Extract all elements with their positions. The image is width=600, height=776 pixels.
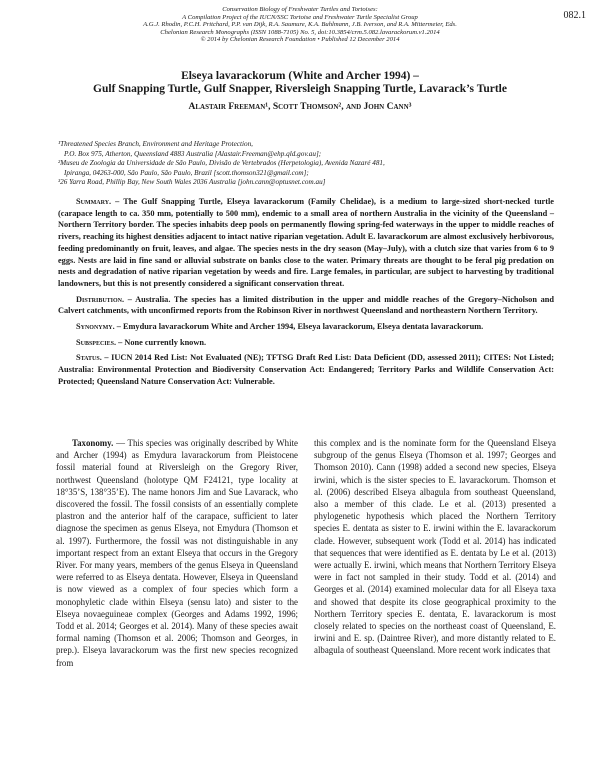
title-block bbox=[40, 70, 560, 112]
summary-label: Summary. bbox=[76, 197, 112, 206]
left-column bbox=[56, 437, 298, 669]
affiliation-line: P.O. Box 975, Atherton, Queensland 4883 Australia [Alastair.Freeman@ehp.qld.gov.au]; bbox=[64, 149, 322, 158]
synonymy-label: Synonymy. bbox=[76, 322, 115, 332]
status-paragraph bbox=[58, 352, 554, 387]
taxonomy-paragraph bbox=[56, 437, 298, 669]
page-number: 082.1 bbox=[563, 10, 586, 21]
affiliation-line: ¹Threatened Species Branch, Environment and Heritage Protection, bbox=[58, 140, 253, 148]
taxonomy-continued-paragraph: this complex and is the nominate form for the Queensland Elseya subgroup of the genus Elseya (Thomson et al. 1997; Georges and Thomson 2010). Cann (1998) added a second new species, Elseya irwini, which is the sister species to E. lavarackorum. Thomson et al. (2006) described Elseya albagula from southeast Queensland, also a member of this clade. Le et al. (2013) presented a phylogenetic hypothesis which placed the Northern Territory species E. dentata as sister to E. irwini within the E. lavarackorum clade. However, subsequent work (Todd et al. 2014) has indicated that sequences that were identified as E. dentata by Le et al. (2013) were actually E. irwini, which means that Northern Territory Elseya were in fact not sampled in their study. Todd et al. (2014) and Georges et al. (2014) examined molecular data for all Elseya taxa and showed that despite its close geographical proximity to the Northern Territory species E. dentata, E. lavarackorum is most closely related to species on the northeast coast of Queensland, E. irwini and E. sp. (Daintree River), and more distantly related to E. albagula of southeast Queensland. More recent work indicates that bbox=[314, 438, 556, 656]
distribution-label: Distribution. bbox=[76, 294, 125, 304]
affiliations bbox=[58, 140, 560, 188]
taxonomy-label: Taxonomy. bbox=[72, 438, 114, 448]
affiliation-line: ²Museu de Zoologia da Universidade de São Paulo, Divisão de Vertebrados (Herpetologia), Avenida Nazaré 481, bbox=[58, 159, 385, 168]
status-label: Status. bbox=[76, 353, 102, 363]
synonymy-text: – Emydura lavarackorum White and Archer 1994, Elseya lavarackorum, Elseya dentata lavarackorum. bbox=[114, 322, 484, 332]
subspecies-paragraph bbox=[58, 337, 554, 349]
right-column bbox=[314, 437, 556, 669]
affiliation-line: ³26 Yarra Road, Phillip Bay, New South Wales 2036 Australia [john.cann@optusnet.com.au] bbox=[58, 178, 326, 187]
status-text: – IUCN 2014 Red List: Not Evaluated (NE); TFTSG Draft Red List: Data Deficient (DD, assessed 2011); CITES: Not Listed; Australia: Environmental Protection and Biodiversity Conservation Act: Endangered; Territory Parks and Wildlife Conservation Act: Protected; Queensland Nature Conservation Act: Vulnerable. bbox=[58, 353, 554, 386]
header-line: A.G.J. Rhodin, P.C.H. Pritchard, P.P. van Dijk, R.A. Saumure, K.A. Buhlmann, J.B. Iverson, and R.A. Mittermeier, Eds. bbox=[143, 21, 457, 29]
affiliation-line: Ipiranga, 04263-000, São Paulo, São Paulo, Brazil [scott.thomson321@gmail.com]; bbox=[64, 168, 309, 177]
synonymy-paragraph bbox=[58, 321, 554, 333]
journal-header bbox=[0, 6, 600, 44]
header-line: A Compilation Project of the IUCN/SSC Tortoise and Freshwater Turtle Specialist Group bbox=[182, 13, 418, 21]
article-title-line2: Gulf Snapping Turtle, Gulf Snapper, Riversleigh Snapping Turtle, Lavarack’s Turtle bbox=[93, 83, 507, 95]
abstract bbox=[58, 196, 554, 392]
body-text bbox=[56, 437, 556, 669]
summary-text: – The Gulf Snapping Turtle, Elseya lavarackorum (Family Chelidae), is a medium to large-sized short-necked turtle (carapace length to ca. 350 mm, potentially to 500 mm), endemic to a small area of northern Australia in the vicinity of the Queensland – Northern Territory border. The species inhabits deep pools on permanently flowing spring-fed waterways in the upper to middle reaches of rivers, reaching its highest densities adjacent to intact native riparian vegetation. Adult E. lavarackorum are almost exclusively herbivorous, feeding predominantly on fruit, leaves, and algae. The species nests in the dry season (May–July), with a clutch size that varies from 6 to 9 eggs. Nests are laid in fine sand or alluvial substrate on banks close to the water. Primary threats are thought to be feral pig predation on nests and degradation of native riparian vegetation by weeds and fire. Large females, in particular, are subject to harvesting by traditional landowners, but this is not presently considered a significant conservation threat. bbox=[58, 197, 554, 288]
subspecies-label: Subspecies. bbox=[76, 337, 117, 347]
distribution-paragraph bbox=[58, 294, 554, 317]
taxonomy-text: — This species was originally described by White and Archer (1994) as Emydura lavarackorum from Pleistocene fossil material found at Riversleigh on the Gregory River, northwest Queensland (holotype QM F24121, type locality at 18°35’S, 138°35’E). The name honors Jim and Sue Lavarack, who discovered the fossil. The fossil consists of an essentially complete plastron and the anterior half of the carapace, sufficient to later diagnose the specimen as genus Elseya, not Emydura (Thomson et al. 1997). Furthermore, the fossil was not distinguishable in any important respect from an extant Elseya that occurs in the Gregory River. For many years, members of the genus Elseya in Queensland were referred to as Elseya dentata. However, Elseya in Queensland is now viewed as a complex of four species which form a monophyletic clade within Elseya (sensu lato) and sister to the Elseya novaeguineae complex (Georges and Adams 1992, 1996; Todd et al. 2014; Georges et al. 2014). Many of these species await formal naming (Thomson et al. 2006; Thomson and Georges, in prep.). Elseya lavarackorum was the first new species recognized from bbox=[56, 438, 298, 668]
authors: Alastair Freeman¹, Scott Thomson², and John Cann³ bbox=[188, 102, 412, 112]
header-line: © 2014 by Chelonian Research Foundation • Published 12 December 2014 bbox=[200, 36, 400, 44]
header-line: Conservation Biology of Freshwater Turtles and Tortoises: bbox=[222, 6, 378, 13]
subspecies-text: – None currently known. bbox=[116, 337, 207, 347]
header-line: Chelonian Research Monographs (ISSN 1088-7105) No. 5, doi:10.3854/crm.5.082.lavarackorum.v1.2014 bbox=[160, 28, 440, 36]
article-title-line1: Elseya lavarackorum (White and Archer 1994) – bbox=[181, 70, 419, 82]
distribution-text: – Australia. The species has a limited distribution in the upper and middle reaches of the Gregory–Nicholson and Calvert catchments, with unconfirmed reports from the Robinson River in northwest Queensland and northeastern Northern Territory. bbox=[58, 294, 554, 316]
summary-paragraph bbox=[58, 196, 554, 290]
